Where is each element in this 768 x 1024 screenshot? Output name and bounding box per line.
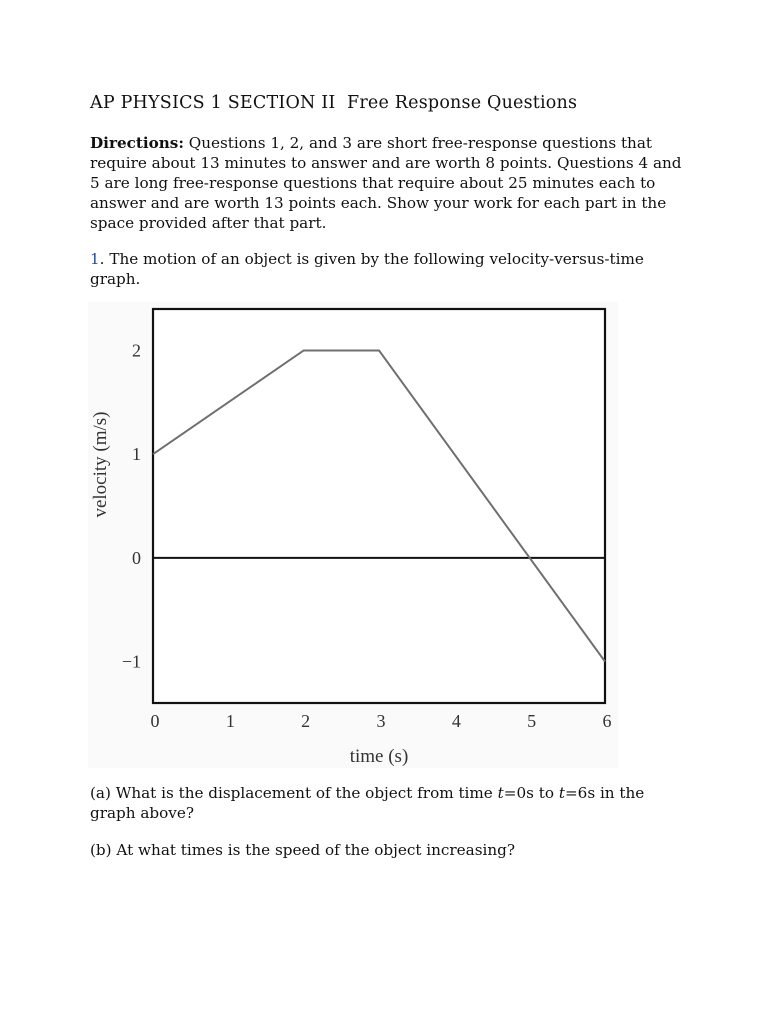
question-text: . The motion of an object is given by the following velocity-versus-time graph. [90,250,644,288]
part-a-mid: =0s to [503,784,559,802]
question-1 [90,249,690,289]
question-number: 1 [90,250,100,268]
x-tick-label-5: 5 [527,711,537,731]
y-tick-label-3: −1 [121,651,141,672]
directions-label: Directions: [90,134,184,152]
x-tick-label-1: 1 [225,711,235,731]
y-axis-label: velocity (m/s) [90,411,111,518]
y-tick-label-0: 2 [132,340,141,361]
x-tick-label-3: 3 [376,711,386,731]
part-b: (b) At what times is the speed of the object increasing? [90,841,516,859]
y-tick-label-1: 1 [132,444,141,465]
x-tick-label-2: 2 [301,711,311,731]
x-tick-label-0: 0 [150,711,160,731]
part-a-prefix: (a) What is the displacement of the object from time [90,784,498,802]
plot-frame [153,309,605,703]
document-title: AP PHYSICS 1 SECTION II Free Response Questions [90,93,578,113]
velocity-time-graph [88,302,618,768]
part-a-suffix: =6s in the graph above? [90,784,645,822]
part-a-t1: t [497,784,504,802]
part-a-t2: t [558,784,565,802]
y-tick-label-2: 0 [132,547,141,568]
x-tick-label-6: 6 [602,711,612,731]
x-axis-label: time (s) [349,746,409,767]
x-tick-label-4: 4 [451,711,461,731]
directions-paragraph [90,133,690,233]
directions-text: Questions 1, 2, and 3 are short free-response questions that require about 13 minutes to answer and are worth 8 points. Questions 4 and 5 are long free-response questions that require about 25 minutes each to answer and are worth 13 points each. Show your work for each part in the space provided after that part. [90,134,682,232]
part-a [90,783,690,823]
